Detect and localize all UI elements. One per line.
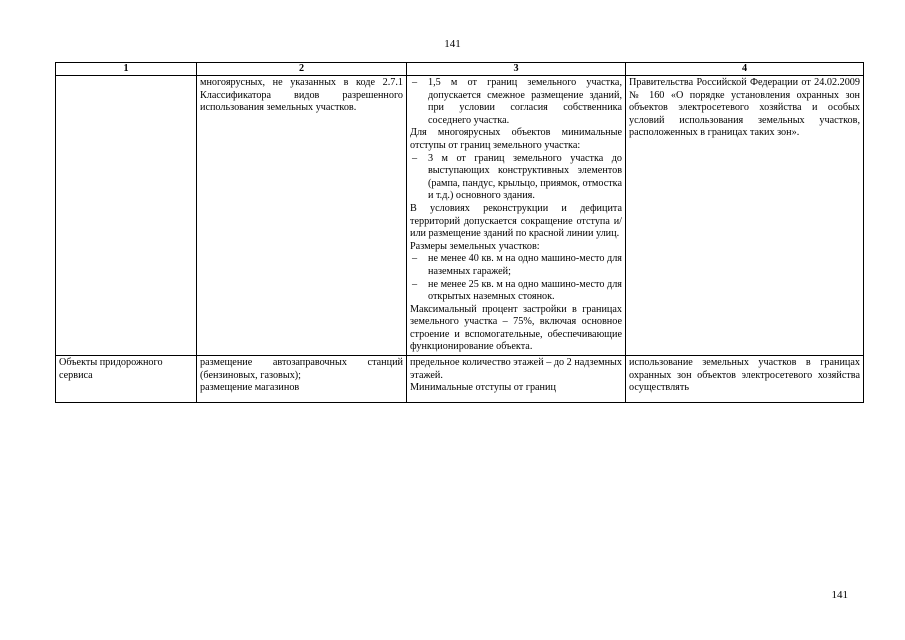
cell-row2-col4: использование земельных участков в границах охранных зон объектов электросетевого хозяйства осуществлять: [626, 356, 864, 403]
cell-row1-col2: многоярусных, не указанных в коде 2.7.1 Классификатора видов разрешенного использования земельных участков.: [197, 76, 407, 356]
paragraph: Для многоярусных объектов минимальные отступы от границ земельного участка:: [410, 127, 622, 151]
paragraph: Максимальный процент застройки в границах земельного участка – 75%, включая основное строение и вспомогательные, обеспечивающие функционирование объекта.: [410, 303, 622, 353]
page-number-top: 141: [444, 38, 461, 50]
page-number-bottom: 141: [831, 589, 848, 601]
table-row: [56, 76, 864, 356]
column-header-2: 2: [197, 63, 407, 76]
column-header-4: 4: [626, 63, 864, 76]
list-item: – не менее 25 кв. м на одно машино-место для открытых наземных стоянок.: [412, 278, 622, 303]
list-item: – не менее 40 кв. м на одно машино-место для наземных гаражей;: [412, 253, 622, 277]
column-header-1: 1: [56, 63, 197, 76]
list-item: – 3 м от границ земельного участка до выступающих конструктивных элементов (рампа, пандус, крыльцо, приямок, отмостка и т.д.) основного здания.: [412, 152, 622, 202]
table-row: [56, 356, 864, 403]
cell-row1-col4: Правительства Российской Федерации от 24.02.2009 № 160 «О порядке установления охранных зон объектов электросетевого хозяйства и особых условий использования земельных участков, расположенных в границах таких зон».: [626, 76, 864, 356]
cell-row2-col2: размещение автозаправочных станций (бензиновых, газовых); размещение магазинов: [197, 356, 407, 403]
regulations-table: [55, 62, 864, 403]
table-header-row: [56, 63, 864, 76]
paragraph: Размеры земельных участков:: [410, 240, 540, 252]
paragraph: В условиях реконструкции и дефицита территорий допускается сокращение отступа и/или размещение зданий по красной линии улиц.: [410, 202, 622, 240]
cell-row2-col1: Объекты придорожного сервиса: [56, 356, 197, 403]
cell-row2-col3: предельное количество этажей – до 2 надземных этажей. Минимальные отступы от границ: [407, 356, 626, 403]
cell-row1-col1: [56, 76, 197, 356]
cell-row1-col3: [407, 76, 626, 356]
list-item: – 1,5 м от границ земельного участка, допускается смежное размещение зданий, при условии согласия собственника соседнего участка.: [412, 77, 622, 126]
column-header-3: 3: [407, 63, 626, 76]
